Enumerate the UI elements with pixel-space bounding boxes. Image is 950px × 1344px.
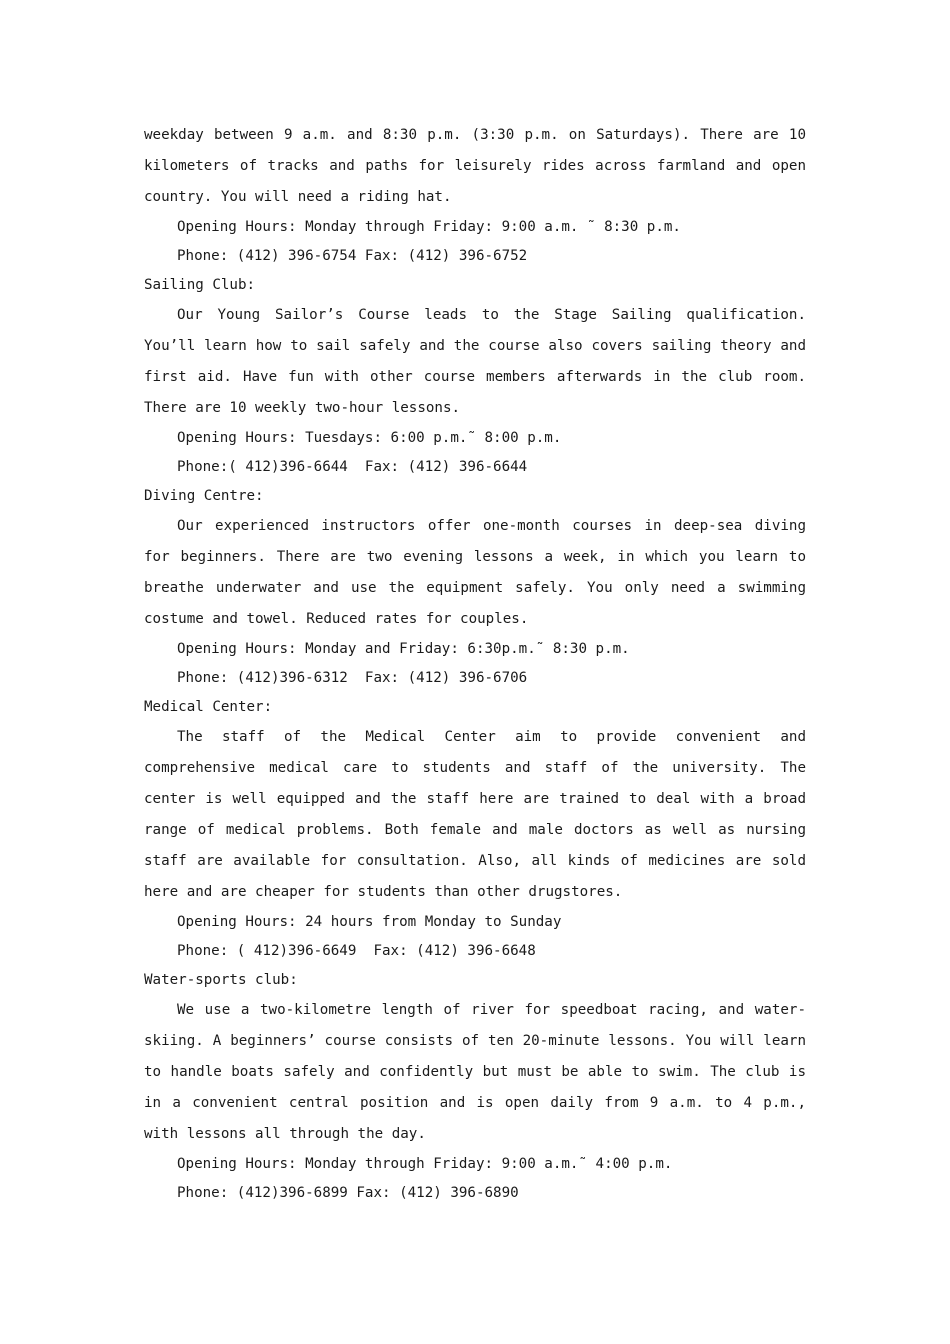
riding-opening-hours: Opening Hours: Monday through Friday: 9:00 a.m. ˜ 8:30 p.m. — [177, 219, 681, 235]
diving-phone-fax: Phone: (412)396-6312 Fax: (412) 396-6706 — [177, 670, 528, 686]
riding-phone-fax: Phone: (412) 396-6754 Fax: (412) 396-6752 — [177, 248, 528, 264]
medical-heading: Medical Center: — [144, 699, 273, 715]
watersports-phone-fax: Phone: (412)396-6899 Fax: (412) 396-6890 — [177, 1185, 519, 1201]
medical-description: The staff of the Medical Center aim to provide convenient and comprehensive medical care to students and staff of the university. The center is well equipped and the staff here are trained to deal with a broad range of medical problems. Both female and male doctors as well as nursing staff are available for consultation. Also, all kinds of medicines are sold here and are cheaper for students than other drugstores. — [144, 729, 806, 900]
medical-phone-fax: Phone: ( 412)396-6649 Fax: (412) 396-6648 — [177, 943, 536, 959]
watersports-section — [144, 966, 806, 1208]
watersports-description: We use a two-kilometre length of river for speedboat racing, and water-skiing. A beginners’ course consists of ten 20-minute lessons. You will learn to handle boats safely and confidently but must be able to swim. The club is in a convenient central position and is open daily from 9 a.m. to 4 p.m., with lessons all through the day. — [144, 1002, 806, 1142]
document-page — [144, 120, 806, 1208]
watersports-opening-hours: Opening Hours: Monday through Friday: 9:00 a.m.˜ 4:00 p.m. — [177, 1156, 673, 1172]
sailing-section — [144, 271, 806, 482]
sailing-phone-fax: Phone:( 412)396-6644 Fax: (412) 396-6644 — [177, 459, 528, 475]
riding-description: weekday between 9 a.m. and 8:30 p.m. (3:30 p.m. on Saturdays). There are 10 kilometers of tracks and paths for leisurely rides across farmland and open country. You will need a riding hat. — [144, 127, 806, 205]
diving-opening-hours: Opening Hours: Monday and Friday: 6:30p.m.˜ 8:30 p.m. — [177, 641, 630, 657]
medical-opening-hours: Opening Hours: 24 hours from Monday to Sunday — [177, 914, 562, 930]
watersports-heading: Water-sports club: — [144, 972, 298, 988]
sailing-opening-hours: Opening Hours: Tuesdays: 6:00 p.m.˜ 8:00 p.m. — [177, 430, 562, 446]
diving-section — [144, 482, 806, 693]
riding-section — [144, 120, 806, 271]
sailing-heading: Sailing Club: — [144, 277, 256, 293]
diving-heading: Diving Centre: — [144, 488, 264, 504]
sailing-description: Our Young Sailor’s Course leads to the Stage Sailing qualification. You’ll learn how to sail safely and the course also covers sailing theory and first aid. Have fun with other course members afterwards in the club room. There are 10 weekly two-hour lessons. — [144, 307, 806, 416]
diving-description: Our experienced instructors offer one-month courses in deep-sea diving for beginners. There are two evening lessons a week, in which you learn to breathe underwater and use the equipment safely. You only need a swimming costume and towel. Reduced rates for couples. — [144, 518, 806, 627]
medical-section — [144, 693, 806, 966]
